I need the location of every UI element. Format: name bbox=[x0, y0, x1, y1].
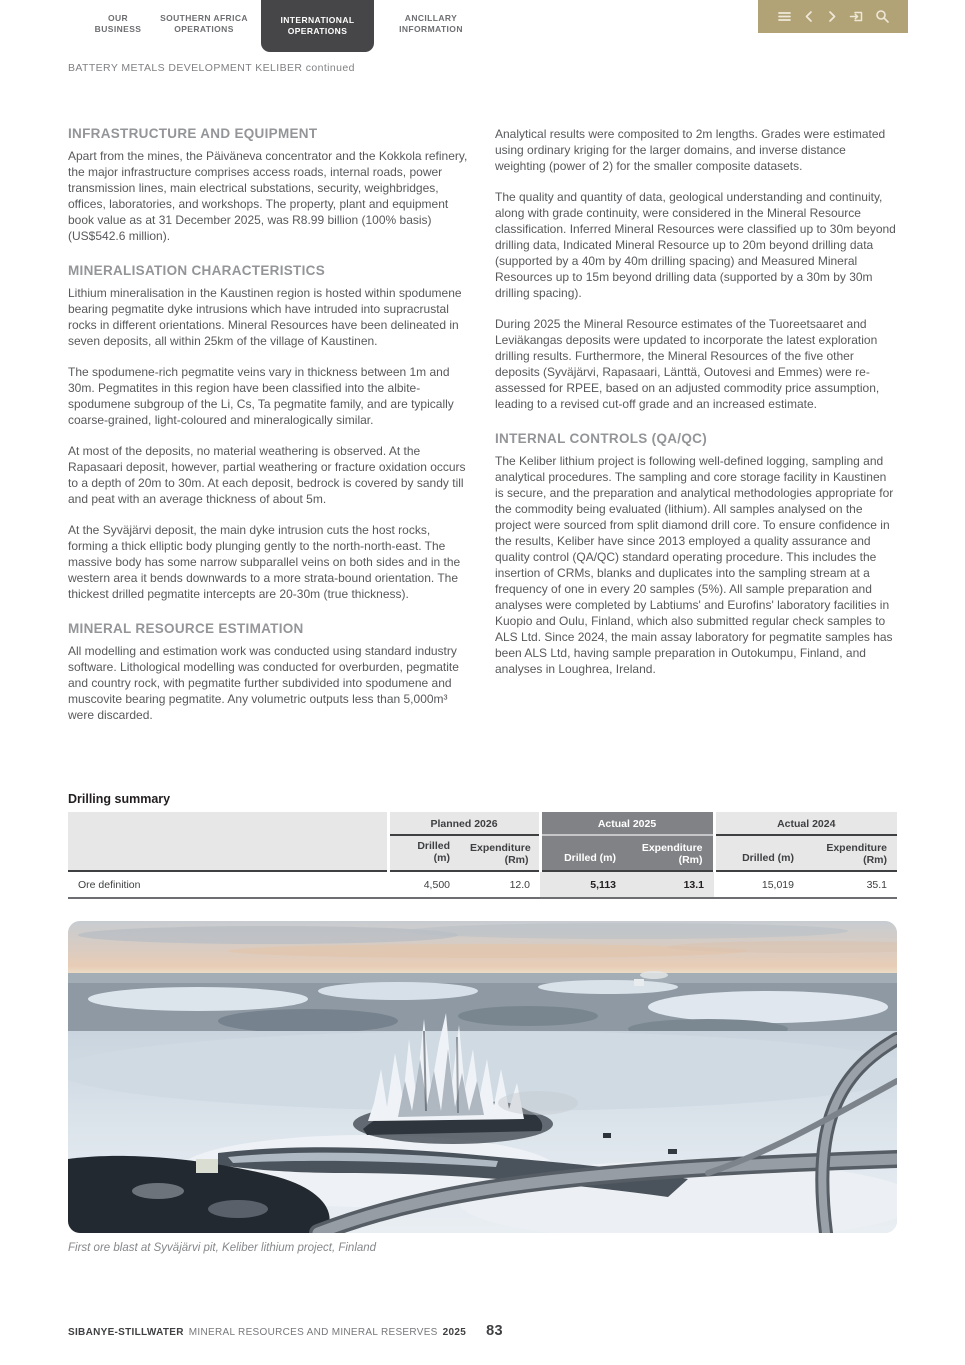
paragraph: At the Syväjärvi deposit, the main dyke intrusion cuts the host rocks, forming a thick elliptic body plunging gently to the north-north-east. The massive body has some narrow subparallel veins on both sides and in the western area it bends downwards to a more strata-bound orientation. The thickest drilled pegmatite intercepts are 20-30m (true thickness). bbox=[68, 523, 461, 601]
chevron-left-icon[interactable] bbox=[803, 9, 815, 24]
footer-report-title: MINERAL RESOURCES AND MINERAL RESERVES bbox=[188, 1327, 438, 1338]
paragraph: The spodumene-rich pegmatite veins vary in thickness between 1m and 30m. Pegmatites in this region have been classified into the albite-spodumene subgroup of the Li, Cs, Ta pegmatite family, and are typically coarse-grained, light-coloured and mineralogically similar. bbox=[68, 365, 454, 427]
column-header-drilled: Drilled (m) bbox=[540, 835, 626, 871]
menu-icon[interactable] bbox=[777, 9, 792, 24]
mine-blast-photo bbox=[68, 921, 897, 1233]
section-heading-mineralisation: MINERALISATION CHARACTERISTICS bbox=[68, 263, 325, 278]
chevron-right-icon[interactable] bbox=[826, 9, 838, 24]
column-header-drilled: Drilled (m) bbox=[388, 835, 460, 871]
exit-icon[interactable] bbox=[849, 9, 864, 24]
table-corner-cell bbox=[68, 812, 388, 835]
paragraph: The quality and quantity of data, geological understanding and continuity, along with grade continuity, were considered in the Mineral Resource classification. Inferred Mineral Resources were classified up to 30m beyond drilling data, Indicated Mineral Resource up to 20m beyond drilling data (supported by a 40m by 40m drilling spacing) and Measured Mineral Resources up to 15m beyond drilling data (supported by a 30m by 30m drilling spacing). bbox=[495, 190, 896, 300]
paragraph: Analytical results were composited to 2m lengths. Grades were estimated using ordinary kriging for the larger domains, and inverse distance weighting (power of 2) for the smaller composite datasets. bbox=[495, 127, 886, 173]
paragraph: At most of the deposits, no material weathering is observed. At the Rapasaari deposit, however, partial weathering or fracture oxidation occurs to a depth of 20m to 30m. At each deposit, bedrock is covered by sandy till and peat with an average thickness of about 5m. bbox=[68, 444, 466, 506]
cell-planned-drilled: 4,500 bbox=[388, 871, 460, 898]
paragraph: During 2025 the Mineral Resource estimates of the Tuoreetsaaret and Leviäkangas deposits were updated to incorporate the latest exploration drilling results. Furthermore, the Mineral Resources of the five other deposits (Syväjärvi, Rapasaari, Länttä, Outovesi and Emmes) were re-assessed for RPEE, based on an adjusted commodity price assumption, leading to a revised cut-off grade and an increased estimate. bbox=[495, 317, 880, 411]
footer-brand: SIBANYE-STILLWATER bbox=[68, 1327, 184, 1338]
toolbar bbox=[758, 0, 908, 33]
photo-caption: First ore blast at Syväjärvi pit, Keliber lithium project, Finland bbox=[68, 1242, 377, 1254]
group-header-actual-2025: Actual 2025 bbox=[540, 812, 714, 835]
tab-international-operations[interactable]: INTERNATIONAL OPERATIONS bbox=[261, 0, 374, 52]
cell-actual-2024-drilled: 15,019 bbox=[714, 871, 804, 898]
sky bbox=[68, 921, 897, 977]
cell-planned-expenditure: 12.0 bbox=[460, 871, 540, 898]
left-column bbox=[68, 126, 470, 738]
paragraph: Apart from the mines, the Päiväneva concentrator and the Kokkola refinery, the major infrastructure comprises access roads, internal roads, power transmission lines, main electrical substations, security, weighbridges, offices, laboratories, and workshops. The property, plant and equipment book value as at 31 December 2025, was R8.99 billion (100% basis) (US$542.6 million). bbox=[68, 149, 468, 243]
paragraph: The Keliber lithium project is following well-defined logging, sampling and analytical procedures. The sampling and core storage facility in Kaustinen is secure, and the preparation and analytical methodologies appropriate for the commodity being evaluated (lithium). All samples analysed on the project were sourced from split diamond drill core. To ensure confidence in the results, Keliber have since 2013 employed a quality assurance and quality control (QA/QC) standard operating procedure. This includes the insertion of CRMs, blanks and duplicates into the sampling stream at a frequency of one in every 20 samples (5%). All sample preparation and analyses were completed by Labtiums' and Eurofins' laboratory facilities in Kuopio and Oulu, Finland, which also submitted regular check samples to ALS Ltd. Since 2024, the main assay laboratory for pegmatite samples has been ALS Ltd, having sample preparation in Outokumpu, Finland, and analyses in Loughrea, Ireland. bbox=[495, 454, 894, 676]
column-header-drilled: Drilled (m) bbox=[714, 835, 804, 871]
mine-blast-photo-illustration bbox=[68, 921, 897, 1233]
drilling-summary-table bbox=[68, 812, 897, 899]
article-body bbox=[0, 126, 965, 788]
drilling-summary-section bbox=[0, 792, 965, 899]
breadcrumb-suffix: continued bbox=[305, 62, 355, 74]
paragraph: All modelling and estimation work was conducted using standard industry software. Lithological modelling was conducted for overburden, pegmatite and country rock, with pegmatite further subdivided into spodumene and muscovite bearing pegmatite. Any volumetric outputs less than 5,000m³ were discarded. bbox=[68, 644, 459, 722]
table-corner-cell bbox=[68, 835, 388, 871]
section-heading-internal-controls: INTERNAL CONTROLS (QA/QC) bbox=[495, 431, 707, 446]
footer-year: 2025 bbox=[442, 1327, 467, 1338]
row-label: Ore definition bbox=[68, 871, 388, 898]
group-header-actual-2024: Actual 2024 bbox=[714, 812, 897, 835]
breadcrumb-title: BATTERY METALS DEVELOPMENT KELIBER bbox=[68, 62, 303, 74]
table-title: Drilling summary bbox=[68, 792, 171, 806]
nav-tabs bbox=[85, 0, 484, 52]
cell-actual-2024-expenditure: 35.1 bbox=[804, 871, 897, 898]
search-icon[interactable] bbox=[875, 9, 890, 24]
tab-ancillary-information[interactable]: ANCILLARY INFORMATION bbox=[399, 13, 463, 35]
top-navigation bbox=[0, 0, 965, 52]
group-header-planned-2026: Planned 2026 bbox=[388, 812, 540, 835]
column-header-expenditure: Expenditure (Rm) bbox=[804, 835, 897, 871]
column-header-expenditure: Expenditure (Rm) bbox=[626, 835, 714, 871]
cell-actual-2025-expenditure: 13.1 bbox=[626, 871, 714, 898]
column-header-expenditure: Expenditure (Rm) bbox=[460, 835, 540, 871]
table-row bbox=[68, 871, 897, 898]
section-heading-infrastructure: INFRASTRUCTURE AND EQUIPMENT bbox=[68, 126, 318, 141]
page-number: 83 bbox=[486, 1323, 503, 1339]
cell-actual-2025-drilled: 5,113 bbox=[540, 871, 626, 898]
paragraph: Lithium mineralisation in the Kaustinen region is hosted within spodumene bearing pegmatite dyke intrusions which have intruded into supracrustal rocks in different orientations. Mineral Resources have been delineated in seven deposits, all within 25km of the village of Kaustinen. bbox=[68, 286, 462, 348]
breadcrumb bbox=[68, 62, 965, 74]
section-heading-resource-estimation: MINERAL RESOURCE ESTIMATION bbox=[68, 621, 304, 636]
tab-our-business[interactable]: OUR BUSINESS bbox=[94, 13, 142, 35]
right-column bbox=[495, 126, 897, 692]
page-footer bbox=[68, 1323, 503, 1339]
tab-southern-africa-operations[interactable]: SOUTHERN AFRICA OPERATIONS bbox=[160, 13, 248, 35]
